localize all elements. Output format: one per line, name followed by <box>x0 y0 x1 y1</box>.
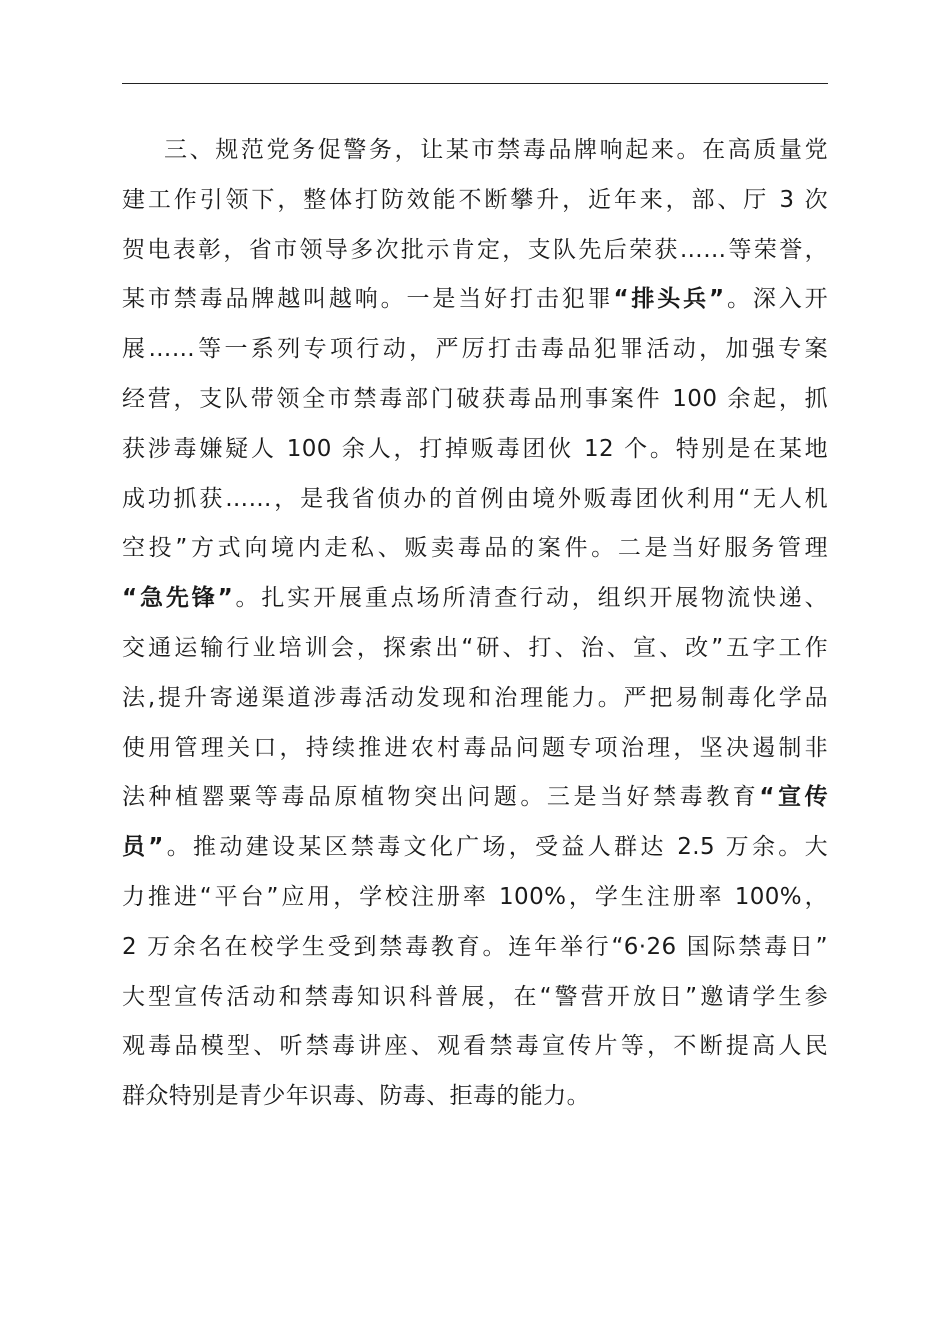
paragraph-line <box>122 574 828 624</box>
paragraph-line: 2 万余名在校学生受到禁毒教育。连年举行“6·26 国际禁毒日” <box>122 933 828 960</box>
text-run: 。深入开 <box>724 286 828 313</box>
paragraph-line: 获涉毒嫌疑人 100 余人，打掉贩毒团伙 12 个。特别是在某地 <box>122 435 828 462</box>
paragraph-line <box>122 275 828 325</box>
emphasis-text: “急先锋” <box>122 585 234 612</box>
paragraph-line <box>122 773 828 823</box>
text-run: 某市禁毒品牌越叫越响。一是当好打击犯罪 <box>122 286 614 313</box>
paragraph-line: 交通运输行业培训会，探索出“研、打、治、宣、改”五字工作 <box>122 634 828 661</box>
paragraph-line: 力推进“平台”应用，学校注册率 100%，学生注册率 100%， <box>122 883 828 910</box>
body-paragraph <box>122 126 828 1122</box>
emphasis-text: 员” <box>122 834 164 861</box>
paragraph-line: 三、规范党务促警务，让某市禁毒品牌响起来。在高质量党 <box>164 137 828 163</box>
header-rule <box>122 83 828 84</box>
text-run: 法种植罂粟等毒品原植物突出问题。三是当好禁毒教育 <box>122 784 760 811</box>
paragraph-line: 群众特别是青少年识毒、防毒、拒毒的能力。 <box>122 1083 590 1110</box>
paragraph-line: 成功抓获……，是我省侦办的首例由境外贩毒团伙利用“无人机 <box>122 485 828 512</box>
paragraph-line: 建工作引领下，整体打防效能不断攀升，近年来，部、厅 3 次 <box>122 186 828 213</box>
emphasis-text: “宣传 <box>759 784 828 811</box>
paragraph-line: 贺电表彰，省市领导多次批示肯定，支队先后荣获……等荣誉， <box>122 236 828 263</box>
emphasis-text: “排头兵” <box>613 286 725 313</box>
paragraph-line <box>122 823 828 873</box>
paragraph-line: 展……等一系列专项行动，严厉打击毒品犯罪活动，加强专案 <box>122 336 828 363</box>
paragraph-line: 观毒品模型、听禁毒讲座、观看禁毒宣传片等，不断提高人民 <box>122 1033 828 1060</box>
paragraph-line: 法,提升寄递渠道涉毒活动发现和治理能力。严把易制毒化学品 <box>122 684 828 711</box>
paragraph-line: 使用管理关口，持续推进农村毒品问题专项治理，坚决遏制非 <box>122 734 828 761</box>
paragraph-line: 经营，支队带领全市禁毒部门破获毒品刑事案件 100 余起，抓 <box>122 385 828 412</box>
paragraph-line: 空投”方式向境内走私、贩卖毒品的案件。二是当好服务管理 <box>122 535 828 562</box>
text-run: 。推动建设某区禁毒文化广场，受益人群达 2.5 万余。大 <box>163 834 828 861</box>
paragraph-line: 大型宣传活动和禁毒知识科普展，在“警营开放日”邀请学生参 <box>122 983 828 1010</box>
text-run: 。扎实开展重点场所清查行动，组织开展物流快递、 <box>233 585 828 612</box>
